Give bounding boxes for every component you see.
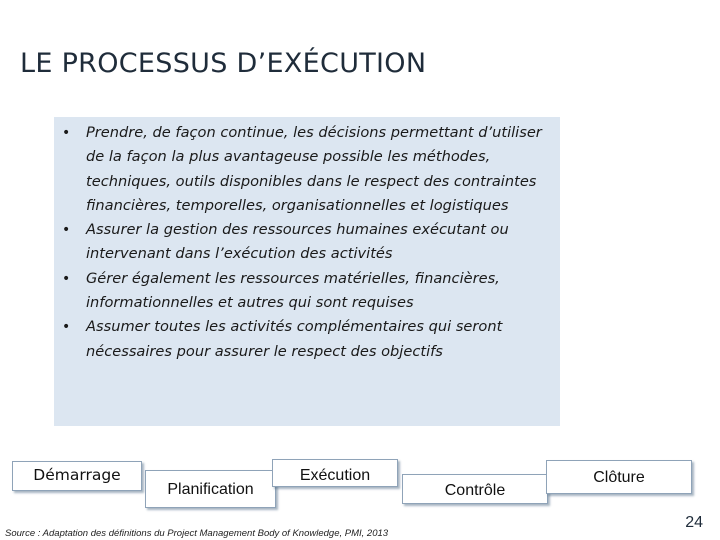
bullet-text: Assurer la gestion des ressources humaines exécutant ou intervenant dans l’exécution des activités [86,221,509,263]
bullet-item [60,267,554,316]
bullet-icon: • [62,222,71,239]
bullet-icon: • [62,270,71,287]
bullet-item [60,315,554,364]
process-step-demarrage: Démarrage [12,461,142,491]
bullet-item [60,218,554,267]
slide-title: LE PROCESSUS D’EXÉCUTION [20,48,427,79]
process-step-cloture: Clôture [546,460,692,494]
bullet-text: Gérer également les ressources matérielles, financières, informationnelles et autres qui sont requises [86,269,500,312]
process-step-execution: Exécution [272,459,398,487]
bullet-icon: • [62,125,71,141]
page-number: 24 [685,514,703,531]
bullet-text: Prendre, de façon continue, les décisions permettant d’utiliser de la façon la plus avantageuse possible les méthodes, techniques, outils disponibles dans le respect des contraintes financières, temporelles, organisationnelles et logistiques [86,124,542,214]
bullet-list [60,121,554,364]
bullet-text: Assumer toutes les activités complémentaires qui seront nécessaires pour assurer le respect des objectifs [86,318,503,360]
process-step-controle: Contrôle [402,474,548,504]
source-note: Source : Adaptation des définitions du Project Management Body of Knowledge, PMI, 2013 [5,528,389,539]
bullet-icon: • [62,319,71,336]
process-step-planification: Planification [145,470,276,508]
bullet-item [60,121,554,218]
content-box [54,117,560,426]
